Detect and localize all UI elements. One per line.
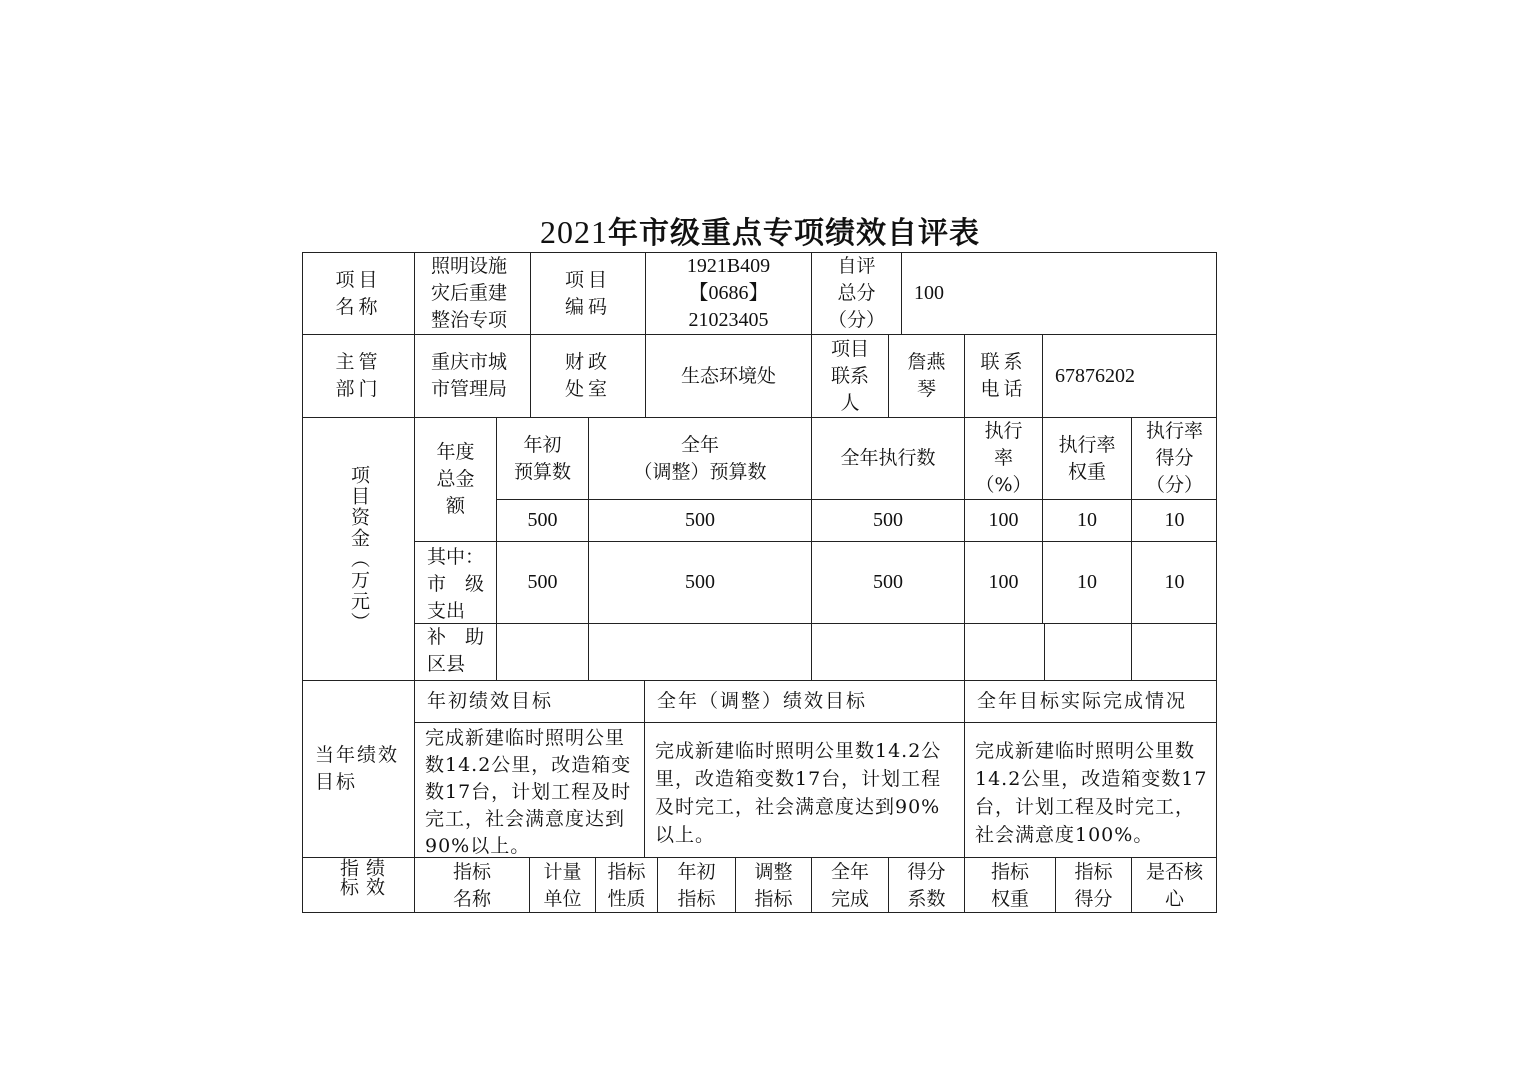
initial-budget-header: 年初 预算数 (496, 417, 588, 499)
city-expense-label: 其中： 市 级 支出 (414, 541, 496, 623)
indicator-initial-header: 年初 指标 (657, 857, 735, 913)
indicator-completed-header: 全年 完成 (811, 857, 888, 913)
total-executed: 500 (811, 499, 964, 541)
project-code-value: 1921B409 【0686】 21023405 (645, 252, 811, 334)
executed-header: 全年执行数 (811, 417, 964, 499)
indicators-label-b: 指标 (337, 858, 359, 896)
city-initial-budget: 500 (496, 541, 588, 623)
phone-label: 联系 电话 (964, 334, 1042, 417)
subsidy-initial-budget (496, 623, 588, 680)
dept-value: 重庆市城 市管理局 (414, 334, 530, 417)
city-adjusted-budget: 500 (588, 541, 811, 623)
contact-person-label: 项目 联系 人 (811, 334, 888, 417)
city-executed: 500 (811, 541, 964, 623)
finance-office-value: 生态环境处 (645, 334, 811, 417)
indicator-score-header: 指标 得分 (1055, 857, 1131, 913)
actual-goal-text: 完成新建临时照明公里数14.2公里，改造箱变数17台，计划工程及时完工，社会满意度100%。 (964, 722, 1217, 857)
finance-office-label: 财政 处室 (530, 334, 645, 417)
self-score-value: 100 (901, 252, 1217, 334)
project-name-label: 项目 名称 (302, 252, 414, 334)
table-bottom-border (302, 912, 1217, 913)
indicator-name-header: 指标 名称 (414, 857, 529, 913)
indicator-core-header: 是否核 心 (1131, 857, 1217, 913)
total-rate-score: 10 (1131, 499, 1217, 541)
city-rate-score: 10 (1131, 541, 1217, 623)
subsidy-rate-score (1131, 623, 1217, 680)
indicator-nature-header: 指标 性质 (595, 857, 657, 913)
subsidy-adjusted-budget (588, 623, 811, 680)
rate-score-header: 执行率 得分 （分） (1131, 417, 1217, 499)
annual-total-header: 年度 总金 额 (414, 417, 496, 541)
page-title: 2021年市级重点专项绩效自评表 (540, 214, 980, 251)
self-score-label: 自评 总分 （分） (811, 252, 901, 334)
indicator-coefficient-header: 得分 系数 (888, 857, 964, 913)
subsidy-label: 补 助 区县 (414, 623, 496, 680)
adjusted-goal-text: 完成新建临时照明公里数14.2公里，改造箱变数17台，计划工程及时完工，社会满意度达到90%以上。 (644, 722, 964, 857)
indicator-adjusted-header: 调整 指标 (735, 857, 811, 913)
initial-goal-header: 年初绩效目标 (414, 680, 644, 722)
city-rate-weight: 10 (1042, 541, 1131, 623)
adjusted-goal-header: 全年（调整）绩效目标 (644, 680, 964, 722)
adjusted-budget-header: 全年 （调整）预算数 (588, 417, 811, 499)
total-exec-rate: 100 (964, 499, 1042, 541)
rate-weight-header: 执行率 权重 (1042, 417, 1131, 499)
total-rate-weight: 10 (1042, 499, 1131, 541)
indicators-label-a: 绩效 (363, 858, 385, 896)
indicator-weight-header: 指标 权重 (964, 857, 1055, 913)
initial-goal-text: 完成新建临时照明公里数14.2公里，改造箱变数17台，计划工程及时完工，社会满意度达到90%以上。 (414, 722, 644, 857)
city-exec-rate: 100 (964, 541, 1042, 623)
total-initial-budget: 500 (496, 499, 588, 541)
subsidy-executed (811, 623, 964, 680)
subsidy-rate-weight (1044, 623, 1131, 680)
phone-value: 67876202 (1042, 334, 1217, 417)
indicators-section-label (302, 857, 414, 913)
contact-person-value: 詹燕 琴 (888, 334, 964, 417)
total-adjusted-budget: 500 (588, 499, 811, 541)
goals-section-label: 当年绩效 目标 (302, 680, 414, 857)
exec-rate-header: 执行 率 （%） (964, 417, 1042, 499)
subsidy-exec-rate (964, 623, 1044, 680)
project-code-label: 项目 编码 (530, 252, 645, 334)
actual-goal-header: 全年目标实际完成情况 (964, 680, 1217, 722)
project-name-value: 照明设施 灾后重建 整治专项 (414, 252, 530, 334)
indicator-unit-header: 计量 单位 (529, 857, 595, 913)
funds-section-label: 项目资金（万元） (302, 417, 414, 680)
table-right-border (1216, 252, 1217, 913)
dept-label: 主管 部门 (302, 334, 414, 417)
